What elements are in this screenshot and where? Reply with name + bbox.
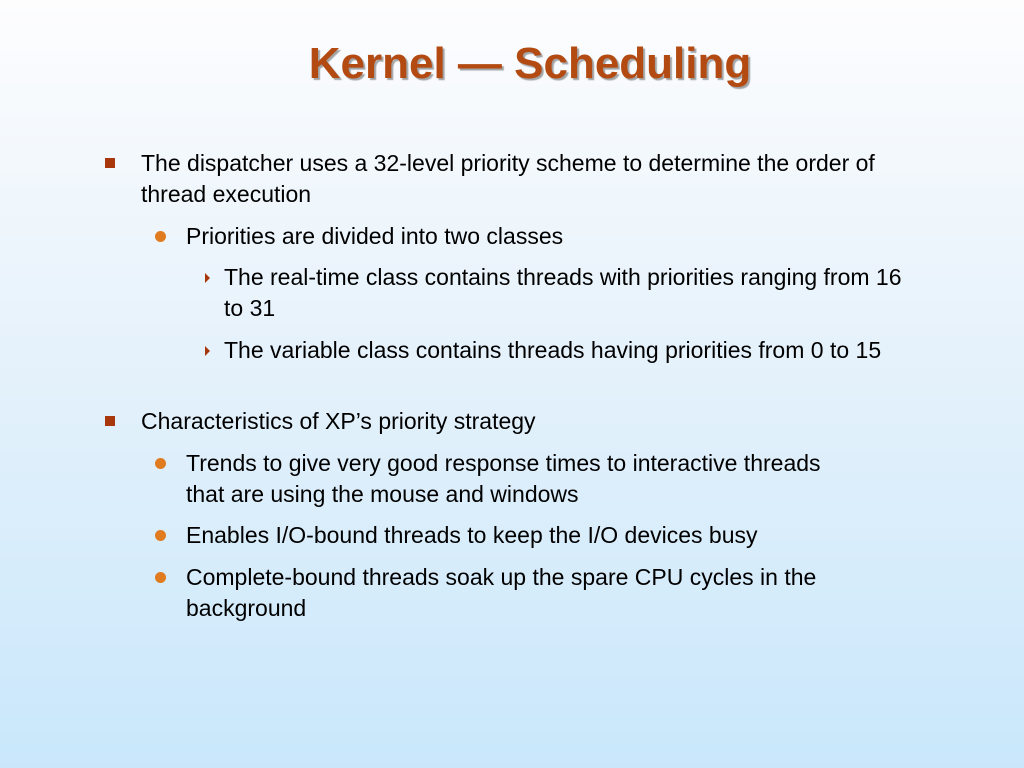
bullet-item bbox=[224, 262, 904, 324]
bullet-text: The dispatcher uses a 32-level priority scheme to determine the order of thread execution bbox=[141, 150, 875, 207]
circle-bullet-icon bbox=[155, 572, 166, 583]
circle-bullet-icon bbox=[155, 458, 166, 469]
bullet-text: Priorities are divided into two classes bbox=[186, 223, 564, 249]
bullet-item bbox=[186, 562, 876, 624]
triangle-bullet-icon bbox=[205, 346, 210, 356]
bullet-item bbox=[186, 221, 846, 252]
bullet-text: Complete-bound threads soak up the spare CPU cycles in the background bbox=[186, 564, 817, 621]
triangle-bullet-icon bbox=[205, 273, 210, 283]
bullet-item bbox=[186, 448, 846, 510]
bullet-text: Trends to give very good response times to interactive threads that are using the mouse and windows bbox=[186, 450, 821, 507]
bullet-item bbox=[186, 520, 846, 551]
bullet-item bbox=[141, 148, 881, 210]
circle-bullet-icon bbox=[155, 530, 166, 541]
slide-title: Kernel — Scheduling bbox=[308, 39, 752, 88]
bullet-item bbox=[141, 406, 881, 437]
bullet-text: The variable class contains threads having priorities from 0 to 15 bbox=[224, 337, 882, 363]
bullet-text: Characteristics of XP’s priority strategy bbox=[141, 408, 536, 434]
bullet-text: The real-time class contains threads with priorities ranging from 16 to 31 bbox=[224, 264, 902, 321]
square-bullet-icon bbox=[105, 416, 115, 426]
bullet-text: Enables I/O-bound threads to keep the I/O devices busy bbox=[186, 522, 758, 548]
bullet-item bbox=[224, 335, 904, 366]
square-bullet-icon bbox=[105, 158, 115, 168]
circle-bullet-icon bbox=[155, 231, 166, 242]
